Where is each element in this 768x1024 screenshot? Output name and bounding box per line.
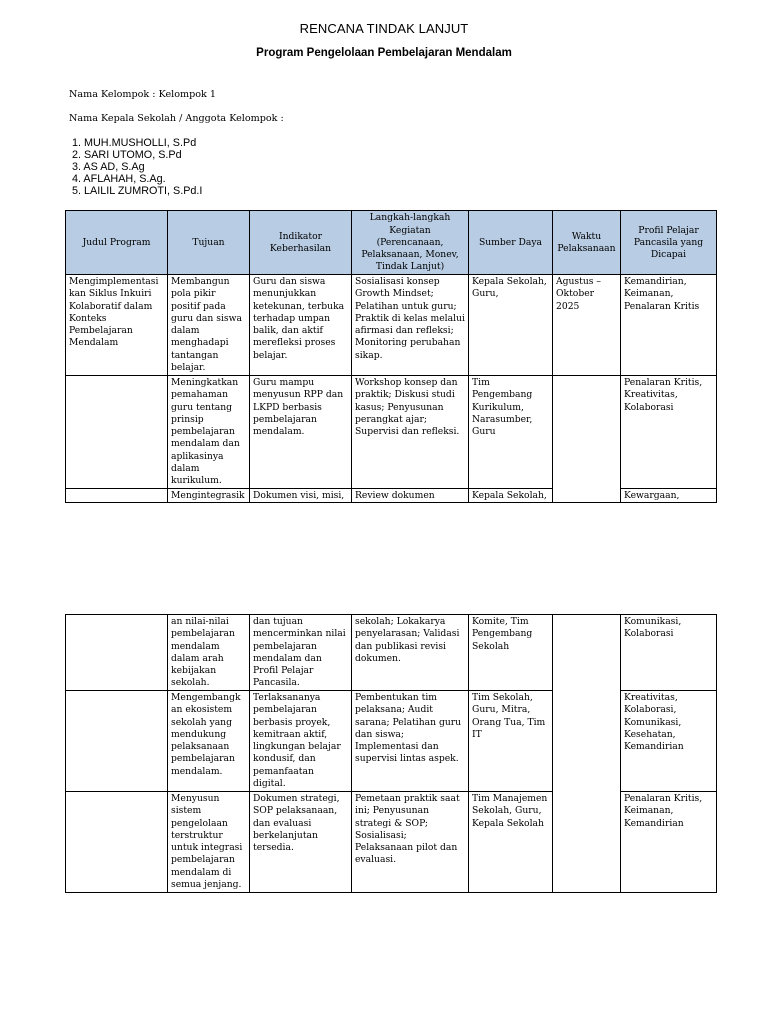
cell-sumber-daya: Kepala Sekolah, Guru, [469, 275, 553, 376]
cell-profil: Kewargaan, [621, 488, 717, 502]
header-profil: Profil Pelajar Pancasila yang Dicapai [621, 211, 717, 275]
group-name-line: Nama Kelompok : Kelompok 1 [69, 89, 216, 100]
cell-profil: Kreativitas, Kolaborasi, Komunikasi, Kesehatan, Kemandirian [621, 691, 717, 792]
cell-indikator: dan tujuan mencerminkan nilai pembelajaran mendalam dan Profil Pelajar Pancasila. [250, 615, 352, 691]
cell-indikator: Dokumen visi, misi, [250, 488, 352, 502]
members-label: Nama Kepala Sekolah / Anggota Kelompok : [69, 113, 284, 124]
cell-tujuan: Meningkatkan pemahaman guru tentang prinsip pembelajaran mendalam dan aplikasinya dalam kurikulum. [168, 376, 250, 489]
member-item: 4. AFLAHAH, S.Ag. [72, 173, 166, 185]
header-sumber-daya: Sumber Daya [469, 211, 553, 275]
cell-tujuan: Menyusun sistem pengelolaan terstruktur untuk integrasi pembelajaran mendalam di semua jenjang. [168, 792, 250, 893]
cell-profil: Kemandirian, Keimanan, Penalaran Kritis [621, 275, 717, 376]
cell-sumber-daya: Komite, Tim Pengembang Sekolah [469, 615, 553, 691]
table-row [66, 615, 717, 691]
cell-langkah: Pembentukan tim pelaksana; Audit sarana; Pelatihan guru dan siswa; Implementasi dan supervisi lintas aspek. [352, 691, 469, 792]
cell-sumber-daya: Kepala Sekolah, [469, 488, 553, 502]
cell-program: Mengimplementasi kan Siklus Inkuiri Kolaboratif dalam Konteks Pembelajaran Mendalam [66, 275, 168, 376]
member-item: 2. SARI UTOMO, S.Pd [72, 149, 182, 161]
cell-program-empty [66, 615, 168, 691]
cell-langkah: Workshop konsep dan praktik; Diskusi studi kasus; Penyusunan perangkat ajar; Supervisi dan refleksi. [352, 376, 469, 489]
cell-langkah: Sosialisasi konsep Growth Mindset; Pelatihan untuk guru; Praktik di kelas melalui afirmasi dan refleksi; Monitoring perubahan sikap. [352, 275, 469, 376]
cell-langkah: Pemetaan praktik saat ini; Penyusunan strategi & SOP; Sosialisasi; Pelaksanaan pilot dan evaluasi. [352, 792, 469, 893]
document-subtitle: Program Pengelolaan Pembelajaran Mendalam [256, 47, 512, 59]
table-header-row [66, 211, 717, 275]
table-row [66, 376, 717, 489]
member-list [72, 137, 202, 197]
cell-sumber-daya: Tim Sekolah, Guru, Mitra, Orang Tua, Tim IT [469, 691, 553, 792]
cell-indikator: Dokumen strategi, SOP pelaksanaan, dan evaluasi berkelanjutan tersedia. [250, 792, 352, 893]
cell-program-empty [66, 488, 168, 502]
header-indikator: Indikator Keberhasilan [250, 211, 352, 275]
header-langkah: Langkah-langkah Kegiatan (Perencanaan, Pelaksanaan, Monev, Tindak Lanjut) [352, 211, 469, 275]
cell-profil: Penalaran Kritis, Keimanan, Kemandirian [621, 792, 717, 893]
cell-profil: Penalaran Kritis, Kreativitas, Kolaborasi [621, 376, 717, 489]
cell-indikator: Guru dan siswa menunjukkan ketekunan, terbuka terhadap umpan balik, dan aktif merefleksi proses belajar. [250, 275, 352, 376]
cell-program-empty [66, 376, 168, 489]
cell-tujuan: Mengintegrasik [168, 488, 250, 502]
cell-waktu-empty [553, 615, 621, 893]
member-item: 5. LAILIL ZUMROTI, S.Pd.I [72, 185, 203, 197]
document-title: RENCANA TINDAK LANJUT [299, 21, 469, 36]
cell-langkah: Review dokumen [352, 488, 469, 502]
cell-sumber-daya: Tim Manajemen Sekolah, Guru, Kepala Sekolah [469, 792, 553, 893]
cell-program-empty [66, 691, 168, 792]
action-plan-table [65, 210, 717, 503]
cell-sumber-daya: Tim Pengembang Kurikulum, Narasumber, Guru [469, 376, 553, 489]
cell-indikator: Terlaksananya pembelajaran berbasis proyek, kemitraan aktif, lingkungan belajar kondusif, dan pemanfaatan digital. [250, 691, 352, 792]
table-row [66, 275, 717, 376]
cell-tujuan: Membangun pola pikir positif pada guru dan siswa dalam menghadapi tantangan belajar. [168, 275, 250, 376]
member-item: 3. AS AD, S.Ag [72, 161, 145, 173]
header-judul-program: Judul Program [66, 211, 168, 275]
cell-profil: Komunikasi, Kolaborasi [621, 615, 717, 691]
cell-program-empty [66, 792, 168, 893]
member-item: 1. MUH.MUSHOLLI, S.Pd [72, 137, 197, 149]
action-plan-table-continued [65, 614, 717, 893]
cell-langkah: sekolah; Lokakarya penyelarasan; Validasi dan publikasi revisi dokumen. [352, 615, 469, 691]
cell-tujuan: an nilai-nilai pembelajaran mendalam dalam arah kebijakan sekolah. [168, 615, 250, 691]
cell-indikator: Guru mampu menyusun RPP dan LKPD berbasis pembelajaran mendalam. [250, 376, 352, 489]
header-waktu: Waktu Pelaksanaan [553, 211, 621, 275]
cell-waktu-empty [553, 376, 621, 503]
cell-waktu: Agustus – Oktober 2025 [553, 275, 621, 376]
cell-tujuan: Mengembangk an ekosistem sekolah yang mendukung pelaksanaan pembelajaran mendalam. [168, 691, 250, 792]
header-tujuan: Tujuan [168, 211, 250, 275]
